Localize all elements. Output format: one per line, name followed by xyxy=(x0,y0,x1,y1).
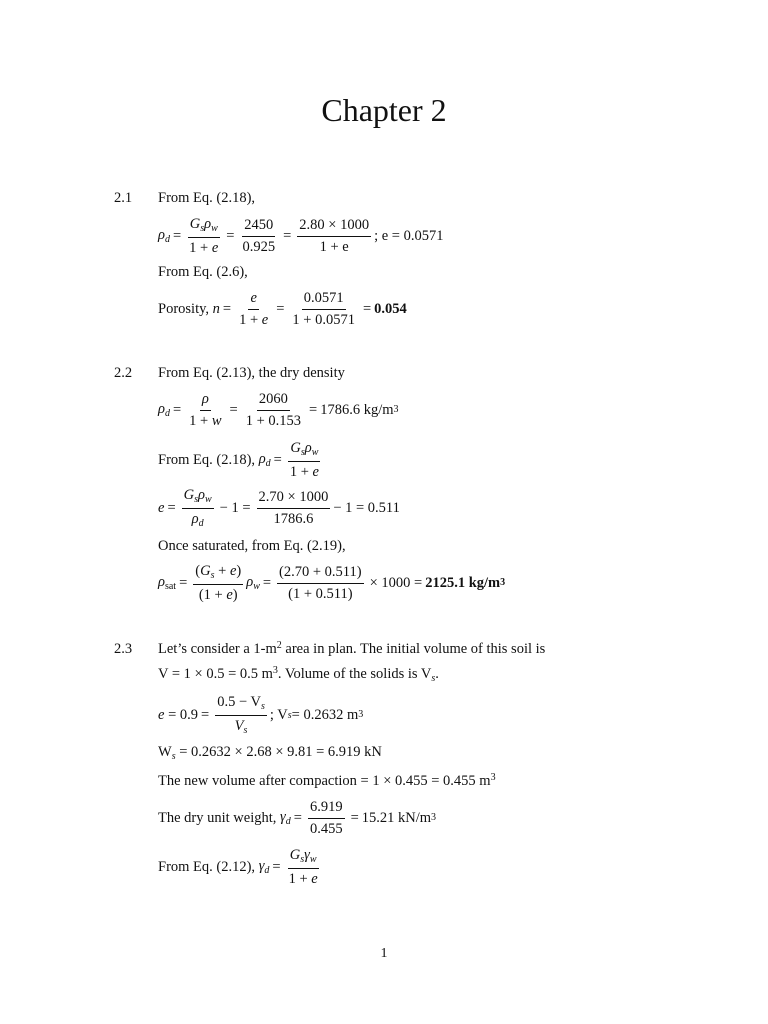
text-line: From Eq. (2.18), xyxy=(158,190,256,206)
text-line: The new volume after compaction = 1 × 0.455 = 0.455 $m^3$ xyxy=(158,772,496,789)
equation-reference: From Eq. (2.18), $\rho_d$ = $\frac{G_s\rho_w}{1 + e}$ xyxy=(158,440,319,480)
text-line: From Eq. (2.6), xyxy=(158,264,248,280)
problem-number: 2.2 xyxy=(114,365,133,381)
text-line: From Eq. (2.13), the dry density xyxy=(158,365,345,381)
equation-dry-density: $\rho_d$ = $\frac{G_s\rho_w}{1 + e}$ = $\frac{2450}{0.925}$ = $\frac{2.80 \times 1000}{1 + e}$ ; e = 0.0571 xyxy=(158,216,444,256)
equation-dry-unit-weight: The dry unit weight, $\gamma_d$ = $\frac{6.919}{0.455}$ = 15.21 kN/m 3 xyxy=(158,799,437,837)
text-line: V = 1 × 0.5 = 0.5 $m^3$. Volume of the solids is $V_s$. xyxy=(158,665,439,684)
problem-number: 2.3 xyxy=(114,641,133,657)
equation-void-ratio: e = $\frac{G_s\rho_w}{\rho_d}$ − 1 = $\frac{2.70 \times 1000}{1786.6}$ − 1 = 0.511 xyxy=(158,487,400,529)
chapter-title: Chapter 2 xyxy=(321,92,447,128)
equation-solids-volume: e = 0.9 = $\frac{0.5 - V_s}{V_s}$ ; V s = 0.2632 m 3 xyxy=(158,694,364,736)
text-line: Once saturated, from Eq. (2.19), xyxy=(158,538,346,554)
text-line: $W_s = 0.2632 \times 2.68 \times 9.81 = 6.919$ kN xyxy=(158,744,382,762)
equation-saturated-density: $\rho_{sat}$ = $\frac{(G_s + e)}{(1 + e)}$ $\rho_w$ = $\frac{(2.70 + 0.511)}{(1 + 0.511)}$ × 1000 = 2125.1 kg/m 3 xyxy=(158,563,506,603)
equation-dry-density: $\rho_d$ = $\frac{\rho}{1 + w}$ = $\frac{2060}{1 + 0.153}$ = 1786.6 kg/m 3 xyxy=(158,391,399,429)
page-number: 1 xyxy=(380,946,388,961)
equation-reference: From Eq. (2.12), $\gamma_d$ = $\frac{G_s\gamma_w}{1 + e}$ xyxy=(158,847,318,887)
equation-porosity: Porosity, n = $\frac{e}{1 + e}$ = $\frac{0.0571}{1 + 0.0571}$ = 0.054 xyxy=(158,290,407,328)
text-line: Let’s consider a $1-m^2$ area in plan. The initial volume of this soil is xyxy=(158,640,546,657)
problem-number: 2.1 xyxy=(114,190,133,206)
